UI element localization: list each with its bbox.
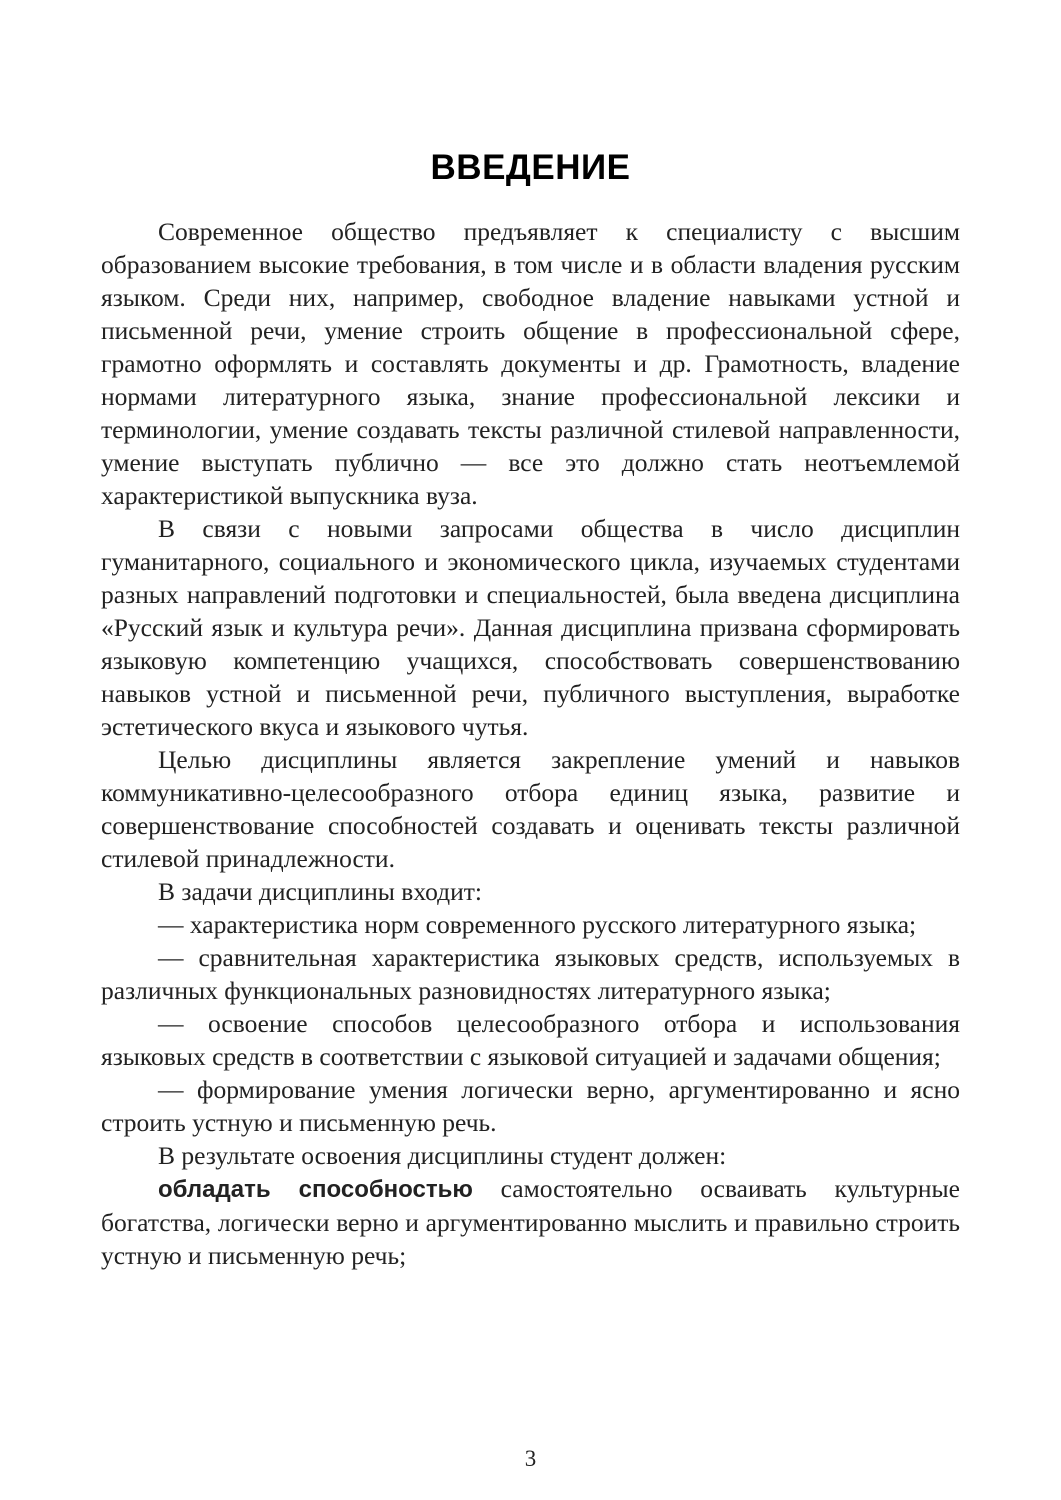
page-number: 3 (524, 1446, 537, 1471)
task-item: — характеристика норм современного русского литературного языка; (158, 910, 917, 939)
task-item: — сравнительная характеристика языковых средств, используемых в различных функциональных разновидностях литературного языка; (101, 943, 960, 1005)
paragraph-intro: Современное общество предъявляет к специалисту с высшим образованием высокие требования, в том числе и в области владения русским языком. Среди них, например, свободное владение навыками устной и письменной речи, умение строить общение в профессиональной сфере, грамотно оформлять и составлять документы и др. Грамотность, владение нормами литературного языка, знание профессиональной лексики и терминологии, умение создавать тексты различной стилевой направленности, умение выступать публично — все это должно стать неотъемлемой характеристикой выпускника вуза. (101, 217, 960, 510)
task-item: — формирование умения логически верно, аргументированно и ясно строить устную и письменную речь. (101, 1075, 960, 1137)
page-title: ВВЕДЕНИЕ (430, 148, 631, 187)
paragraph-result-intro: В результате освоения дисциплины студент должен: (158, 1141, 727, 1170)
paragraph-competence (101, 1172, 960, 1272)
paragraph-discipline: В связи с новыми запросами общества в число дисциплин гуманитарного, социального и экономического цикла, изучаемых студентами разных направлений подготовки и специальностей, была введена дисциплина «Русский язык и культура речи». Данная дисциплина призвана сформировать языковую компетенцию учащихся, способствовать совершенствованию навыков устной и письменной речи, публичного выступления, выработке эстетического вкуса и языкового чутья. (101, 514, 960, 741)
paragraph-goal: Целью дисциплины является закрепление умений и навыков коммуникативно-целесообразного отбора единиц языка, развитие и совершенствование способностей создавать и оценивать тексты различной стилевой принадлежности. (101, 745, 960, 873)
competence-lead: обладать способностью (158, 1176, 473, 1203)
body-text (101, 215, 960, 1272)
task-item: — освоение способов целесообразного отбора и использования языковых средств в соответствии с языковой ситуацией и задачами общения; (101, 1009, 960, 1071)
paragraph-tasks-intro: В задачи дисциплины входит: (158, 877, 482, 906)
competence-text: самостоятельно осваивать культурные богатства, логически верно и аргументированно мыслить и правильно строить устную и письменную речь; (101, 1174, 960, 1270)
